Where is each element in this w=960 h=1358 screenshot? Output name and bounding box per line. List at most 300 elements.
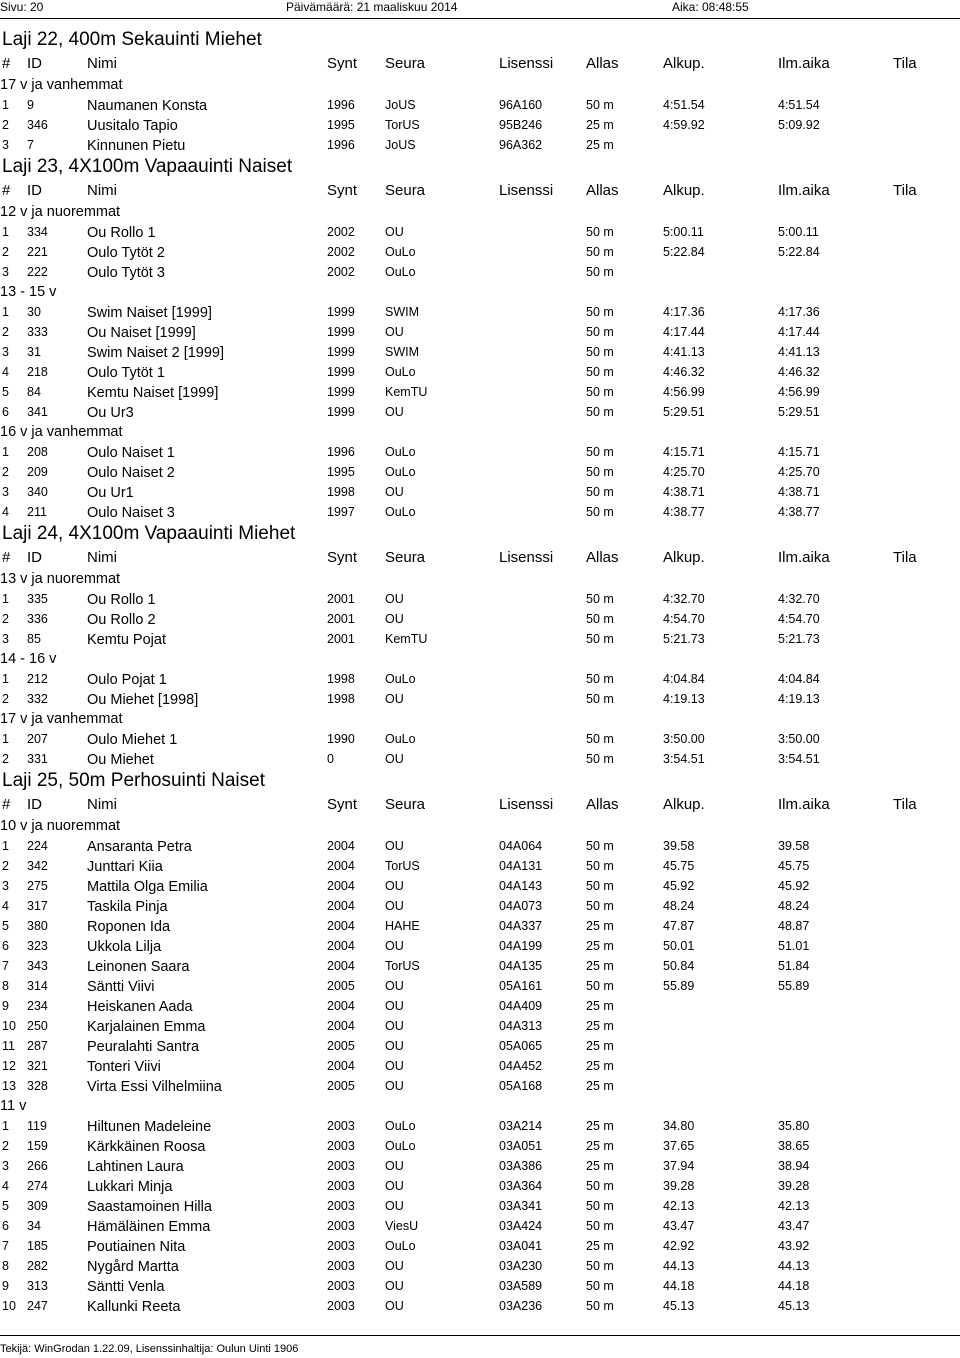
col-club: OU	[385, 1279, 404, 1293]
col-club: OuLo	[385, 1139, 416, 1153]
col-id-header: ID	[27, 182, 42, 199]
col-entry-time: 55.89	[778, 979, 810, 993]
col-pool: 50 m	[586, 465, 614, 479]
col-pool: 25 m	[586, 118, 614, 132]
col-entry-time: 39.58	[778, 839, 810, 853]
col-license: 95B246	[499, 118, 543, 132]
col-name: Lahtinen Laura	[87, 1159, 184, 1175]
col-license: 04A073	[499, 899, 543, 913]
col-club-header: Seura	[385, 55, 426, 72]
col-license: 04A131	[499, 859, 543, 873]
col-seed-time: 55.89	[663, 979, 695, 993]
age-group-label	[0, 815, 960, 835]
col-birth-year: 1999	[327, 325, 355, 339]
col-name: Karjalainen Emma	[87, 1019, 206, 1035]
col-seed-time: 43.47	[663, 1219, 695, 1233]
col-birth-year: 2003	[327, 1259, 355, 1273]
col-name: Ou Miehet [1998]	[87, 692, 199, 708]
col-seed-time: 4:04.84	[663, 672, 705, 686]
col-entry-time: 4:25.70	[778, 465, 820, 479]
col-id: 331	[27, 752, 48, 766]
col-entry-time: 3:50.00	[778, 732, 820, 746]
col-number: 6	[2, 405, 9, 419]
col-birth-year-header: Synt	[327, 549, 358, 566]
age-group-text: 17 v ja vanhemmat	[0, 711, 123, 727]
col-entry-time: 4:19.13	[778, 692, 820, 706]
col-birth-year: 2002	[327, 265, 355, 279]
col-birth-year: 2003	[327, 1179, 355, 1193]
col-club: OuLo	[385, 265, 416, 279]
column-header-row	[0, 794, 960, 815]
col-number: 1	[2, 1119, 9, 1133]
entry-row	[0, 401, 960, 421]
entry-row	[0, 481, 960, 501]
page-footer: Tekijä: WinGrodan 1.22.09, Lisenssinhaltija: Oulun Uinti 1906	[0, 1343, 299, 1355]
col-id: 341	[27, 405, 48, 419]
col-pool-header: Allas	[586, 796, 619, 813]
entry-row	[0, 875, 960, 895]
col-name: Tonteri Viivi	[87, 1059, 161, 1075]
col-club: SWIM	[385, 345, 420, 359]
col-seed-time: 44.13	[663, 1259, 695, 1273]
col-pool-header: Allas	[586, 549, 619, 566]
col-seed-time: 5:22.84	[663, 245, 705, 259]
col-entry-time: 51.84	[778, 959, 810, 973]
col-entry-time: 38.94	[778, 1159, 810, 1173]
entry-row	[0, 1295, 960, 1315]
col-pool: 50 m	[586, 225, 614, 239]
col-number: 4	[2, 365, 9, 379]
entry-row	[0, 1035, 960, 1055]
col-seed-time: 4:46.32	[663, 365, 705, 379]
col-number: 2	[2, 692, 9, 706]
col-birth-year: 2003	[327, 1139, 355, 1153]
col-seed-time: 50.01	[663, 939, 695, 953]
entry-row	[0, 1135, 960, 1155]
col-license: 03A051	[499, 1139, 543, 1153]
col-club: KemTU	[385, 632, 428, 646]
col-pool: 50 m	[586, 305, 614, 319]
col-license: 03A041	[499, 1239, 543, 1253]
col-pool: 25 m	[586, 939, 614, 953]
col-number: 10	[2, 1299, 16, 1313]
col-birth-year: 2001	[327, 612, 355, 626]
col-name: Ou Ur3	[87, 405, 134, 421]
report-date: Päivämäärä: 21 maaliskuu 2014	[286, 0, 458, 14]
col-pool: 50 m	[586, 692, 614, 706]
col-entry-time: 48.87	[778, 919, 810, 933]
age-group-text: 13 v ja nuoremmat	[0, 571, 121, 587]
col-pool: 25 m	[586, 1039, 614, 1053]
col-club: OU	[385, 899, 404, 913]
col-pool: 50 m	[586, 979, 614, 993]
col-license: 03A386	[499, 1159, 543, 1173]
col-entry-time: 5:22.84	[778, 245, 820, 259]
col-pool: 50 m	[586, 245, 614, 259]
col-number: 1	[2, 98, 9, 112]
entry-row	[0, 1015, 960, 1035]
col-name: Kemtu Naiset [1999]	[87, 385, 219, 401]
age-group-text: 16 v ja vanhemmat	[0, 424, 123, 440]
col-pool: 25 m	[586, 1019, 614, 1033]
col-entry-time: 48.24	[778, 899, 810, 913]
col-birth-year: 2003	[327, 1159, 355, 1173]
col-seed-time: 42.92	[663, 1239, 695, 1253]
results-list	[0, 27, 960, 1315]
col-number: 13	[2, 1079, 16, 1093]
col-entry-time: 4:38.71	[778, 485, 820, 499]
entry-row	[0, 1155, 960, 1175]
col-id: 323	[27, 939, 48, 953]
col-entry-time-header: Ilm.aika	[778, 796, 830, 813]
age-group-label	[0, 1095, 960, 1115]
col-number: 1	[2, 445, 9, 459]
col-pool: 50 m	[586, 365, 614, 379]
col-entry-time: 51.01	[778, 939, 810, 953]
col-license-header: Lisenssi	[499, 549, 554, 566]
col-id: 9	[27, 98, 34, 112]
col-club-header: Seura	[385, 182, 426, 199]
col-entry-time: 45.75	[778, 859, 810, 873]
col-entry-time-header: Ilm.aika	[778, 55, 830, 72]
entry-row	[0, 1115, 960, 1135]
col-entry-time: 4:32.70	[778, 592, 820, 606]
col-id: 335	[27, 592, 48, 606]
col-pool: 50 m	[586, 859, 614, 873]
col-id: 321	[27, 1059, 48, 1073]
col-name: Swim Naiset 2 [1999]	[87, 345, 225, 361]
col-seed-time: 4:15.71	[663, 445, 705, 459]
col-entry-time: 4:17.36	[778, 305, 820, 319]
col-id: 342	[27, 859, 48, 873]
col-number-header: #	[2, 796, 11, 813]
col-name: Peuralahti Santra	[87, 1039, 200, 1055]
col-id: 266	[27, 1159, 48, 1173]
col-birth-year: 1995	[327, 465, 355, 479]
col-pool: 50 m	[586, 405, 614, 419]
entry-row	[0, 588, 960, 608]
age-group-label	[0, 421, 960, 441]
col-club: OU	[385, 1259, 404, 1273]
col-birth-year: 1995	[327, 118, 355, 132]
col-name: Ou Rollo 1	[87, 592, 156, 608]
col-birth-year: 2005	[327, 1079, 355, 1093]
col-seed-time: 4:17.36	[663, 305, 705, 319]
col-id: 336	[27, 612, 48, 626]
col-pool: 25 m	[586, 138, 614, 152]
col-club: OuLo	[385, 1239, 416, 1253]
col-number: 5	[2, 919, 9, 933]
col-seed-time: 4:56.99	[663, 385, 705, 399]
col-number: 2	[2, 612, 9, 626]
entry-row	[0, 1255, 960, 1275]
col-birth-year: 1996	[327, 98, 355, 112]
col-id: 207	[27, 732, 48, 746]
entry-row	[0, 1195, 960, 1215]
col-entry-time: 4:17.44	[778, 325, 820, 339]
col-id: 84	[27, 385, 41, 399]
col-entry-time: 45.13	[778, 1299, 810, 1313]
col-birth-year-header: Synt	[327, 182, 358, 199]
col-club: OU	[385, 979, 404, 993]
col-seed-time: 45.92	[663, 879, 695, 893]
col-birth-year-header: Synt	[327, 796, 358, 813]
col-club: OU	[385, 325, 404, 339]
entry-row	[0, 321, 960, 341]
col-pool-header: Allas	[586, 55, 619, 72]
col-number: 2	[2, 245, 9, 259]
col-pool-header: Allas	[586, 182, 619, 199]
age-group-label	[0, 568, 960, 588]
col-birth-year: 2002	[327, 225, 355, 239]
col-name: Swim Naiset [1999]	[87, 305, 212, 321]
col-club: OU	[385, 1059, 404, 1073]
column-header-row	[0, 180, 960, 201]
col-id: 234	[27, 999, 48, 1013]
col-pool: 50 m	[586, 839, 614, 853]
col-pool: 50 m	[586, 1279, 614, 1293]
col-birth-year: 1996	[327, 445, 355, 459]
col-seed-time: 5:29.51	[663, 405, 705, 419]
col-pool: 50 m	[586, 1259, 614, 1273]
col-birth-year: 1998	[327, 692, 355, 706]
col-name: Ou Rollo 2	[87, 612, 156, 628]
col-seed-time: 4:38.71	[663, 485, 705, 499]
event-title: Laji 23, 4X100m Vapaauinti Naiset	[2, 156, 293, 177]
entry-row	[0, 895, 960, 915]
col-number: 3	[2, 632, 9, 646]
entry-row	[0, 1215, 960, 1235]
col-club: OuLo	[385, 465, 416, 479]
col-number-header: #	[2, 549, 11, 566]
col-entry-time: 44.18	[778, 1279, 810, 1293]
col-club: OuLo	[385, 445, 416, 459]
col-number: 1	[2, 732, 9, 746]
col-birth-year: 2004	[327, 899, 355, 913]
col-name: Oulo Pojat 1	[87, 672, 167, 688]
col-pool: 25 m	[586, 999, 614, 1013]
col-license: 03A364	[499, 1179, 543, 1193]
col-pool: 50 m	[586, 98, 614, 112]
col-license: 03A236	[499, 1299, 543, 1313]
entry-row	[0, 1275, 960, 1295]
col-id: 332	[27, 692, 48, 706]
col-id: 309	[27, 1199, 48, 1213]
col-birth-year: 2004	[327, 859, 355, 873]
col-pool: 25 m	[586, 1079, 614, 1093]
col-license: 03A214	[499, 1119, 543, 1133]
entry-row	[0, 995, 960, 1015]
col-id: 211	[27, 505, 47, 519]
col-birth-year: 1999	[327, 365, 355, 379]
col-club: ViesU	[385, 1219, 419, 1233]
col-seed-time: 37.94	[663, 1159, 695, 1173]
col-id: 218	[27, 365, 48, 379]
col-license: 03A341	[499, 1199, 543, 1213]
col-id: 221	[27, 245, 48, 259]
entry-row	[0, 935, 960, 955]
col-number: 2	[2, 859, 9, 873]
col-seed-time: 4:17.44	[663, 325, 705, 339]
col-number: 2	[2, 752, 9, 766]
col-birth-year: 0	[327, 752, 334, 766]
entry-row	[0, 441, 960, 461]
entry-row	[0, 748, 960, 768]
entry-row	[0, 134, 960, 154]
col-seed-time: 37.65	[663, 1139, 695, 1153]
entry-row	[0, 855, 960, 875]
col-entry-time: 39.28	[778, 1179, 810, 1193]
column-header-row	[0, 547, 960, 568]
col-club: OU	[385, 1179, 404, 1193]
col-club: TorUS	[385, 859, 420, 873]
col-birth-year: 2004	[327, 879, 355, 893]
col-seed-time: 4:54.70	[663, 612, 705, 626]
entry-row	[0, 975, 960, 995]
col-club: OU	[385, 485, 404, 499]
col-pool: 50 m	[586, 879, 614, 893]
col-name: Naumanen Konsta	[87, 98, 208, 114]
col-id: 222	[27, 265, 48, 279]
col-birth-year: 1999	[327, 385, 355, 399]
entry-row	[0, 501, 960, 521]
col-entry-time: 4:15.71	[778, 445, 820, 459]
entry-row	[0, 608, 960, 628]
col-seed-time: 44.18	[663, 1279, 695, 1293]
col-license: 04A199	[499, 939, 543, 953]
col-birth-year: 2003	[327, 1219, 355, 1233]
col-name: Leinonen Saara	[87, 959, 190, 975]
col-entry-time: 4:46.32	[778, 365, 820, 379]
event-title: Laji 24, 4X100m Vapaauinti Miehet	[2, 523, 296, 544]
entry-row	[0, 261, 960, 281]
col-id: 313	[27, 1279, 48, 1293]
col-pool: 50 m	[586, 1219, 614, 1233]
col-seed-time: 4:25.70	[663, 465, 705, 479]
entry-row	[0, 461, 960, 481]
col-id: 224	[27, 839, 48, 853]
col-entry-time: 4:51.54	[778, 98, 820, 112]
entry-row	[0, 915, 960, 935]
col-name: Oulo Miehet 1	[87, 732, 178, 748]
entry-row	[0, 381, 960, 401]
col-birth-year: 2003	[327, 1279, 355, 1293]
col-name: Oulo Naiset 3	[87, 505, 175, 521]
entry-row	[0, 1235, 960, 1255]
age-group-label	[0, 74, 960, 94]
col-birth-year: 2003	[327, 1119, 355, 1133]
col-club: OU	[385, 405, 404, 419]
col-name: Kemtu Pojat	[87, 632, 166, 648]
col-name: Ou Miehet	[87, 752, 154, 768]
col-birth-year: 2004	[327, 919, 355, 933]
col-seed-time: 45.13	[663, 1299, 695, 1313]
col-status-header: Tila	[893, 796, 917, 813]
col-club: OuLo	[385, 1119, 416, 1133]
entry-row	[0, 1175, 960, 1195]
col-id: 34	[27, 1219, 41, 1233]
col-name: Junttari Kiia	[87, 859, 163, 875]
col-birth-year: 2004	[327, 999, 355, 1013]
col-number: 1	[2, 305, 9, 319]
col-number: 2	[2, 118, 9, 132]
col-club: OU	[385, 1299, 404, 1313]
col-license: 04A452	[499, 1059, 543, 1073]
col-entry-time: 42.13	[778, 1199, 810, 1213]
col-pool: 50 m	[586, 752, 614, 766]
col-number: 1	[2, 839, 9, 853]
col-number: 2	[2, 465, 9, 479]
col-seed-time-header: Alkup.	[663, 796, 705, 813]
col-entry-time: 5:09.92	[778, 118, 820, 132]
col-club: OU	[385, 612, 404, 626]
col-license-header: Lisenssi	[499, 182, 554, 199]
event-title: Laji 25, 50m Perhosuinti Naiset	[2, 770, 265, 791]
age-group-text: 13 - 15 v	[0, 284, 57, 300]
col-seed-time: 4:38.77	[663, 505, 705, 519]
entry-row	[0, 301, 960, 321]
col-status-header: Tila	[893, 182, 917, 199]
col-number: 2	[2, 1139, 9, 1153]
col-id: 334	[27, 225, 48, 239]
page-header	[0, 0, 960, 14]
col-seed-time-header: Alkup.	[663, 55, 705, 72]
col-license: 96A160	[499, 98, 543, 112]
col-pool: 50 m	[586, 1179, 614, 1193]
col-license: 05A161	[499, 979, 543, 993]
col-birth-year: 1999	[327, 305, 355, 319]
col-number: 3	[2, 879, 9, 893]
col-name: Ou Naiset [1999]	[87, 325, 196, 341]
col-id: 85	[27, 632, 41, 646]
col-club: OU	[385, 225, 404, 239]
report-time: Aika: 08:48:55	[672, 0, 749, 14]
col-license: 04A064	[499, 839, 543, 853]
col-number: 3	[2, 485, 9, 499]
entry-row	[0, 955, 960, 975]
col-club: OU	[385, 939, 404, 953]
entry-row	[0, 728, 960, 748]
col-club: HAHE	[385, 919, 420, 933]
col-license: 03A230	[499, 1259, 543, 1273]
col-entry-time: 4:04.84	[778, 672, 820, 686]
col-seed-time: 48.24	[663, 899, 695, 913]
col-birth-year: 2005	[327, 1039, 355, 1053]
col-birth-year: 2003	[327, 1199, 355, 1213]
col-pool: 25 m	[586, 919, 614, 933]
col-birth-year: 1998	[327, 485, 355, 499]
col-number: 11	[2, 1039, 15, 1053]
col-seed-time: 47.87	[663, 919, 695, 933]
col-id: 209	[27, 465, 48, 479]
col-number: 5	[2, 1199, 9, 1213]
col-club: TorUS	[385, 959, 420, 973]
col-license: 04A143	[499, 879, 543, 893]
entry-row	[0, 1055, 960, 1075]
col-club: OU	[385, 692, 404, 706]
page-number: Sivu: 20	[0, 0, 44, 14]
col-pool: 50 m	[586, 612, 614, 626]
age-group-text: 11 v	[0, 1098, 27, 1114]
col-pool: 50 m	[586, 505, 614, 519]
col-seed-time: 4:19.13	[663, 692, 705, 706]
col-id: 119	[27, 1119, 47, 1133]
col-number: 4	[2, 505, 9, 519]
col-pool: 25 m	[586, 1139, 614, 1153]
col-birth-year: 1999	[327, 405, 355, 419]
col-license: 03A424	[499, 1219, 543, 1233]
col-pool: 50 m	[586, 672, 614, 686]
